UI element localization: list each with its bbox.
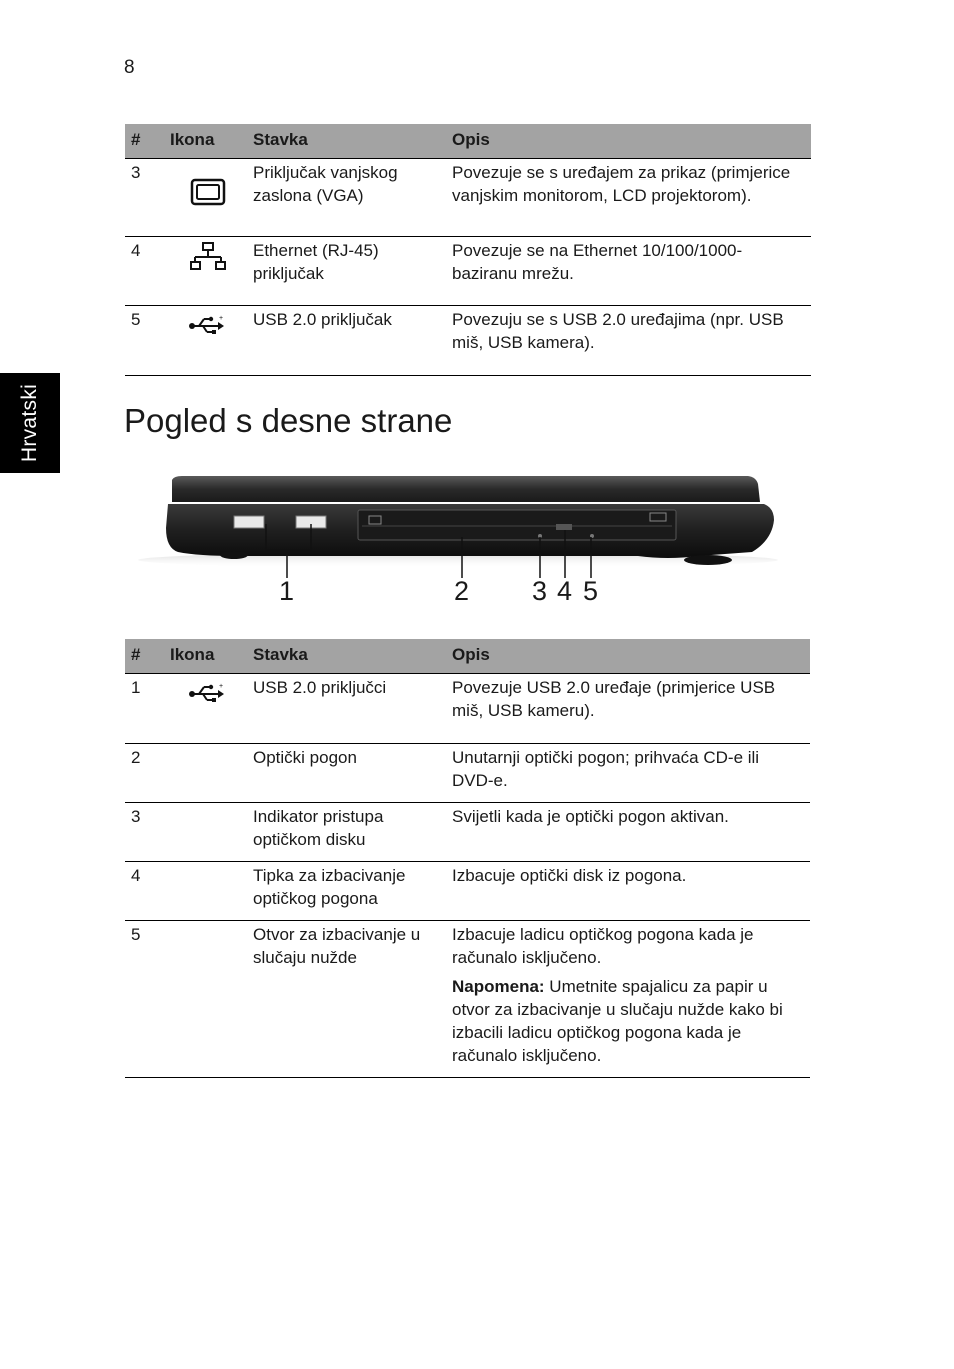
row-item: Indikator pristupa optičkom disku — [247, 803, 446, 862]
row-item: USB 2.0 priključci — [247, 674, 446, 744]
row-item: Optički pogon — [247, 744, 446, 803]
section-heading: Pogled s desne strane — [124, 402, 453, 439]
row-number: 5 — [125, 921, 164, 1078]
table-row — [125, 921, 810, 1078]
col-header-description: Opis — [446, 124, 811, 159]
row-item: Ethernet (RJ-45) priključak — [247, 237, 446, 306]
col-header-number: # — [125, 124, 164, 159]
page-number: 8 — [124, 57, 135, 78]
row-item: Tipka za izbacivanje optičkog pogona — [247, 862, 446, 921]
note-text: Umetnite spajalicu za papir u otvor za izbacivanje u slučaju nužde kako bi izbacili ladicu optičkog pogona kada je računalo isključeno. — [452, 977, 783, 1065]
ports-table-right — [125, 639, 810, 1078]
row-icon-cell — [164, 803, 247, 862]
vga-port-icon — [190, 178, 226, 206]
col-header-item: Stavka — [247, 639, 446, 674]
row-icon-cell — [164, 862, 247, 921]
row-number: 1 — [125, 674, 164, 744]
row-icon-cell — [164, 744, 247, 803]
row-icon-cell — [164, 159, 247, 237]
ethernet-network-icon — [190, 241, 226, 273]
svg-text:+: + — [219, 683, 224, 690]
col-header-icon: Ikona — [164, 124, 247, 159]
row-item: Priključak vanjskog zaslona (VGA) — [247, 159, 446, 237]
usb-icon — [188, 314, 226, 336]
callout-3: 3 — [532, 576, 548, 606]
laptop-right-side-illustration — [138, 468, 778, 578]
note-label: Napomena: — [452, 977, 545, 996]
row-description: Unutarnji optički pogon; prihvaća CD-e ili DVD-e. — [446, 744, 810, 803]
table-row — [125, 744, 810, 803]
table-header-row — [125, 124, 811, 159]
row-description: Povezuje se s uređajem za prikaz (primjerice vanjskim monitorom, LCD projektorom). — [446, 159, 811, 237]
row-icon-cell — [164, 237, 247, 306]
row-description: Povezuju se s USB 2.0 uređajima (npr. USB miš, USB kamera). — [446, 306, 811, 376]
language-side-tab — [0, 373, 60, 473]
row-icon-cell — [164, 674, 247, 744]
row-number: 4 — [125, 862, 164, 921]
row-number: 3 — [125, 803, 164, 862]
col-header-description: Opis — [446, 639, 810, 674]
row-description: Izbacuje optički disk iz pogona. — [446, 862, 810, 921]
row-icon-cell — [164, 921, 247, 1078]
row-icon-cell — [164, 306, 247, 376]
col-header-icon: Ikona — [164, 639, 247, 674]
callout-1: 1 — [279, 576, 295, 606]
row-description: Povezuje se na Ethernet 10/100/1000-baziranu mrežu. — [446, 237, 811, 306]
row-item: Otvor za izbacivanje u slučaju nužde — [247, 921, 446, 1078]
row-number: 5 — [125, 306, 164, 376]
table-row — [125, 306, 811, 376]
row-number: 4 — [125, 237, 164, 306]
table-row — [125, 803, 810, 862]
table-row — [125, 674, 810, 744]
ports-table-left — [125, 124, 811, 376]
col-header-item: Stavka — [247, 124, 446, 159]
row-description: Izbacuje ladicu optičkog pogona kada je računalo isključeno. — [452, 925, 754, 967]
col-header-number: # — [125, 639, 164, 674]
svg-text:+: + — [219, 315, 224, 322]
table-row — [125, 237, 811, 306]
language-label: Hrvatski — [18, 383, 41, 463]
row-description: Svijetli kada je optički pogon aktivan. — [446, 803, 810, 862]
row-number: 2 — [125, 744, 164, 803]
callout-2: 2 — [454, 576, 470, 606]
table-row — [125, 159, 811, 237]
callout-5: 5 — [583, 576, 599, 606]
row-description: Povezuje USB 2.0 uređaje (primjerice USB miš, USB kameru). — [446, 674, 810, 744]
table-row — [125, 862, 810, 921]
note-paragraph — [452, 975, 804, 1067]
table-header-row — [125, 639, 810, 674]
callout-4: 4 — [557, 576, 573, 606]
row-item: USB 2.0 priključak — [247, 306, 446, 376]
usb-icon — [188, 682, 226, 704]
row-description-cell — [446, 921, 810, 1078]
row-number: 3 — [125, 159, 164, 237]
